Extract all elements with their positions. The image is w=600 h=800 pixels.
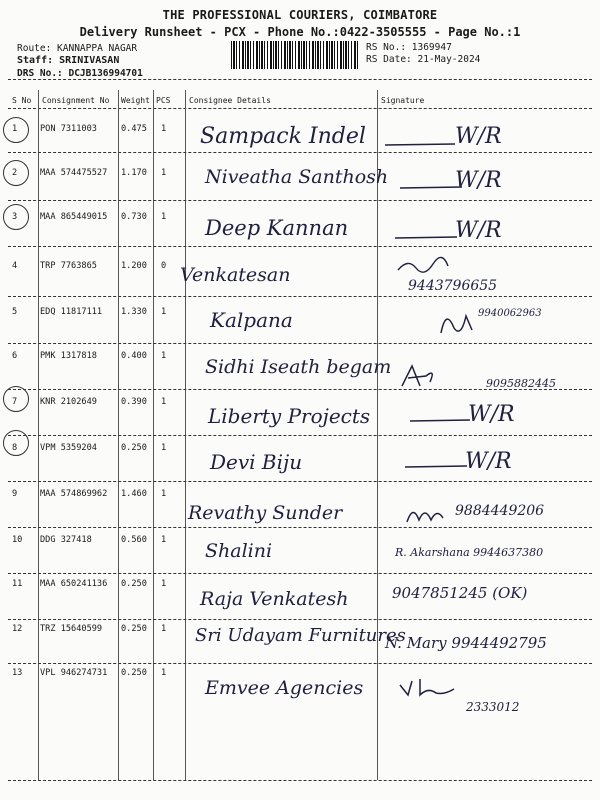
row-consignment: DDG 327418 [40, 535, 92, 545]
row-divider [8, 527, 592, 528]
signature-number: 2333012 [466, 700, 520, 714]
row-divider [8, 780, 592, 781]
consignee-handwriting: Raja Venkatesh [200, 588, 349, 610]
signature-handwriting: R. Akarshana 9944637380 [395, 546, 544, 559]
row-sno: 2 [12, 168, 18, 178]
row-sno: 9 [12, 489, 18, 499]
row-consignment: PMK 1317818 [40, 351, 97, 361]
signature-phone: 9443796655 [408, 278, 498, 294]
signature-scribble [400, 364, 440, 390]
row-sno: 3 [12, 212, 18, 222]
row-sno: 12 [12, 624, 23, 634]
row-divider [8, 343, 592, 344]
signature-stroke [400, 183, 470, 193]
row-weight: 0.250 [121, 668, 147, 678]
row-divider [8, 619, 592, 620]
row-pcs: 1 [161, 443, 167, 453]
row-consignment: MAA 650241136 [40, 579, 108, 589]
row-pcs: 0 [161, 261, 167, 271]
consignee-handwriting: Sri Udayam Furnitures [195, 625, 406, 646]
row-weight: 0.730 [121, 212, 147, 222]
signature-handwriting: W/R [465, 449, 512, 474]
row-pcs: 1 [161, 624, 167, 634]
row-divider [8, 246, 592, 247]
row-consignment: VPL 946274731 [40, 668, 108, 678]
barcode [231, 41, 359, 69]
row-consignment: PON 7311003 [40, 124, 97, 134]
row-weight: 1.460 [121, 489, 147, 499]
row-divider [8, 663, 592, 664]
col-consignee: Consignee Details [189, 96, 271, 105]
signature-scribble [398, 675, 458, 699]
runsheet-subtitle: Delivery Runsheet - PCX - Phone No.:0422-3505555 - Page No.:1 [79, 25, 521, 39]
consignee-handwriting: Devi Biju [210, 450, 303, 474]
row-pcs: 1 [161, 668, 167, 678]
consignee-handwriting: Kalpana [210, 308, 293, 332]
signature-scribble [436, 308, 476, 338]
row-sno: 1 [12, 124, 18, 134]
row-consignment: EDQ 11817111 [40, 307, 103, 317]
signature-handwriting: N. Mary 9944492795 [385, 634, 547, 652]
row-pcs: 1 [161, 535, 167, 545]
signature-handwriting: W/R [468, 402, 515, 427]
row-weight: 0.560 [121, 535, 147, 545]
row-pcs: 1 [161, 351, 167, 361]
row-pcs: 1 [161, 307, 167, 317]
row-weight: 0.250 [121, 624, 147, 634]
row-consignment: MAA 574869962 [40, 489, 108, 499]
consignee-handwriting: Emvee Agencies [205, 677, 364, 699]
divider [8, 79, 592, 80]
row-pcs: 1 [161, 124, 167, 134]
row-sno: 6 [12, 351, 18, 361]
rs-date: RS Date: 21-May-2024 [366, 54, 481, 65]
row-consignment: VPM 5359204 [40, 443, 97, 453]
row-pcs: 1 [161, 168, 167, 178]
row-consignment: TRP 7763865 [40, 261, 97, 271]
divider [8, 108, 592, 109]
signature-scribble [405, 502, 445, 526]
col-weight: Weight [121, 96, 150, 105]
row-weight: 0.250 [121, 579, 147, 589]
consignee-handwriting: Venkatesan [180, 264, 291, 286]
row-consignment: MAA 574475527 [40, 168, 108, 178]
row-divider [8, 152, 592, 153]
row-pcs: 1 [161, 579, 167, 589]
col-sno: S No [12, 96, 32, 105]
row-consignment: TRZ 15640599 [40, 624, 103, 634]
col-signature: Signature [381, 96, 425, 105]
row-sno: 8 [12, 443, 18, 453]
row-consignment: MAA 865449015 [40, 212, 108, 222]
rs-number: RS No.: 1369947 [366, 42, 452, 53]
row-weight: 0.250 [121, 443, 147, 453]
consignee-handwriting: Revathy Sunder [188, 502, 343, 524]
row-weight: 1.200 [121, 261, 147, 271]
signature-handwriting: W/R [455, 218, 502, 243]
company-title: THE PROFESSIONAL COURIERS, COIMBATORE [162, 8, 438, 22]
row-divider [8, 435, 592, 436]
drs-label: DRS No.: DCJB136994701 [17, 68, 143, 79]
consignee-handwriting: Shalini [205, 540, 273, 562]
row-sno: 5 [12, 307, 18, 317]
row-sno: 11 [12, 579, 23, 589]
consignee-handwriting: Sampack Indel [200, 124, 366, 149]
row-weight: 1.330 [121, 307, 147, 317]
signature-stroke [385, 140, 465, 150]
route-label: Route: KANNAPPA NAGAR [17, 43, 138, 54]
row-weight: 0.400 [121, 351, 147, 361]
signature-handwriting: W/R [455, 168, 502, 193]
row-pcs: 1 [161, 212, 167, 222]
signature-phone: 9884449206 [455, 503, 545, 519]
row-sno: 7 [12, 397, 18, 407]
row-divider [8, 200, 592, 201]
signature-stroke [395, 233, 465, 243]
row-sno: 13 [12, 668, 23, 678]
row-sno: 4 [12, 261, 18, 271]
consignee-handwriting: Niveatha Santhosh [205, 166, 389, 188]
consignee-handwriting: Liberty Projects [208, 404, 371, 428]
consignee-handwriting: Deep Kannan [205, 216, 349, 240]
row-divider [8, 296, 592, 297]
row-divider [8, 573, 592, 574]
row-weight: 0.475 [121, 124, 147, 134]
row-sno: 10 [12, 535, 23, 545]
col-pcs: PCS [156, 96, 171, 105]
col-consignment: Consignment No [42, 96, 110, 105]
row-pcs: 1 [161, 397, 167, 407]
row-divider [8, 481, 592, 482]
signature-handwriting: 9047851245 (OK) [392, 584, 528, 602]
staff-label: Staff: SRINIVASAN [17, 55, 120, 66]
row-weight: 0.390 [121, 397, 147, 407]
row-consignment: KNR 2102649 [40, 397, 97, 407]
signature-stroke [410, 416, 480, 426]
row-pcs: 1 [161, 489, 167, 499]
signature-scribble [398, 258, 448, 276]
row-weight: 1.170 [121, 168, 147, 178]
signature-phone: 9940062963 [478, 308, 542, 319]
signature-phone: 9095882445 [486, 377, 556, 390]
signature-handwriting: W/R [455, 124, 502, 149]
signature-stroke [405, 462, 475, 472]
consignee-handwriting: Sidhi Iseath begam [205, 356, 392, 378]
